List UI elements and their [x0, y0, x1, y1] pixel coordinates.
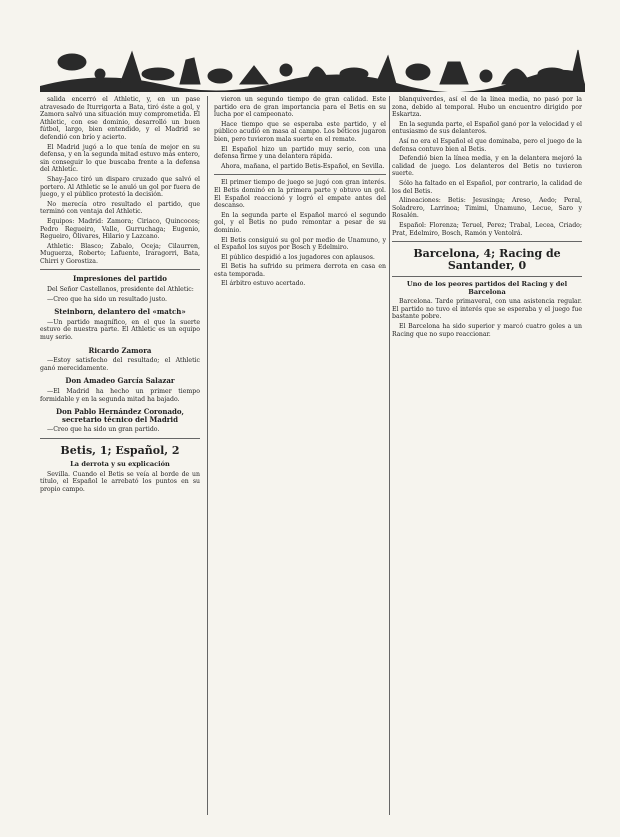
article-paragraph: Del Señor Castellanos, presidente del Athletic: — [47, 286, 194, 294]
article-paragraph: —Creo que ha sido un gran partido. — [47, 426, 160, 434]
article-paragraph: En la segunda parte, el Español ganó por la velocidad y el entusiasmo de sus delanteros. — [392, 120, 582, 136]
article-paragraph: El primer tiempo de juego se jugó con gran interés. El Betis dominó en la primera parte y obtuvo un gol. El Español reaccionó y logró el empate antes del descanso. — [214, 179, 386, 210]
article-kicker: Uno de los peores partidos del Racing y del Barcelona — [406, 280, 568, 296]
article-kicker: La derrota y su explicación — [70, 459, 170, 468]
article-paragraph: El Madrid jugó a lo que tenía de mejor en su defensa, y en la segunda mitad estuvo más entero, sin conseguir lo que buscaba frente a la defensa del Athletic. — [40, 143, 200, 174]
article-headline: Betis, 1; Español, 2 — [60, 443, 180, 457]
article-paragraph: El Betis consiguió su gol por medio de Unamuno, y el Español los suyos por Bosch y Edelmiro. — [214, 236, 386, 252]
section-subheading: Impresiones del partido — [73, 274, 167, 284]
article-paragraph: El Betis ha sufrido su primera derrota en casa en esta temporada. — [214, 263, 386, 278]
article-paragraph: —Estoy satisfecho del resultado; el Athletic ganó merecidamente. — [40, 357, 200, 372]
article-paragraph: Hace tiempo que se esperaba este partido, y el público acudió en masa al campo. Los béticos jugaron bien, pero tuvieron mala suerte en el remate. — [214, 120, 386, 143]
column-divider — [389, 96, 390, 815]
article-paragraph: vieron un segundo tiempo de gran calidad. Este partido era de gran importancia para el Betis en su lucha por el campeonato. — [214, 96, 386, 119]
section-subheading: Don Pablo Hernández Coronado, secretario técnico del Madrid — [56, 407, 184, 424]
article-paragraph: Así no era el Español el que dominaba, pero el juego de la defensa contuvo bien al Betis. — [392, 137, 582, 153]
article-paragraph: Athletic: Blasco; Zabalo, Oceja; Cilaurren, Muguerza, Roberto; Lafuente, Iraragorri, Bata, Chirri y Gorostiza. — [40, 242, 200, 265]
divider — [214, 174, 386, 175]
divider — [40, 269, 200, 270]
article-paragraph: En la segunda parte el Español marcó el segundo gol, y el Betis no pudo remontar a pesar de su dominio. — [214, 211, 386, 234]
article-paragraph: Equipos: Madrid: Zamora; Ciriaco, Quincoces; Pedro Regueiro, Valle, Gurruchaga; Eugenio, Regueiro, Olivares, Hilario y Lazcano. — [40, 217, 200, 241]
article-paragraph: Defendió bien la línea media, y en la delantera mejoró la calidad de juego. Los delanteros del Betis no tuvieron suerte. — [392, 155, 582, 178]
article-paragraph: Sólo ha faltado en el Español, por contrario, la calidad de los del Betis. — [392, 179, 582, 195]
article-paragraph: El público despidió a los jugadores con aplausos. — [221, 253, 375, 261]
column-divider — [207, 96, 208, 815]
divider — [40, 438, 200, 439]
article-paragraph: salida encerró el Athletic, y, en un pase atravesado de Iturrigorta a Bata, tiró éste a gol, y Zamora salvó una situación muy comprometida. El Athletic, con ese dominio, desarrolló un buen fútbol, largo, bien entendido, y el Madrid se defendió con brío y acierto. — [40, 96, 200, 141]
section-subheading: Don Amadeo García Salazar — [65, 376, 175, 386]
column-left — [40, 96, 200, 815]
section-subheading: Steinborn, delantero del «match» — [54, 307, 186, 317]
article-paragraph: El Barcelona ha sido superior y marcó cuatro goles a un Racing que no supo reaccionar. — [392, 323, 582, 338]
article-paragraph: Barcelona. Tarde primaveral, con una asistencia regular. El partido no tuvo el interés que se esperaba y el juego fue bastante pobre. — [392, 298, 582, 321]
article-paragraph: Español: Florenza; Teruel, Perez; Trabal, Lecea, Criado; Prat, Edelmiro, Bosch, Ramón y Ventolrá. — [392, 221, 582, 237]
divider — [392, 241, 582, 242]
article-paragraph: —Creo que ha sido un resultado justo. — [47, 295, 167, 303]
article-headline: Barcelona, 4; Racing de Santander, 0 — [413, 247, 561, 273]
article-paragraph: —Un partido magnífico, en el que la suerte estuvo de nuestra parte. El Athletic es un equipo muy serio. — [40, 318, 200, 342]
column-middle — [214, 96, 386, 815]
article-paragraph: Alineaciones: Betis: Jesusinga; Areso, Aedo; Peral, Soladrero, Larrinoa; Timimi, Unamuno, Lecue, Saro y Rosalén. — [392, 197, 582, 220]
article-paragraph: Ahora, mañana, el partido Betis-Español, en Sevilla. — [221, 162, 385, 170]
article-paragraph: El árbitro estuvo acertado. — [221, 280, 306, 288]
article-paragraph: Sevilla. Cuando el Betis se veía al borde de un título, el Español le arrebató los puntos en su propio campo. — [40, 470, 200, 493]
article-paragraph: Shay-Jaco tiró un disparo cruzado que salvó el portero. Al Athletic se le anuló un gol por fuera de juego, y el público protestó la decisión. — [40, 175, 200, 199]
article-paragraph: No merecía otro resultado el partido, que terminó con ventaja del Athletic. — [40, 200, 200, 216]
column-right — [392, 96, 582, 815]
sports-scene-illustration-icon — [40, 40, 585, 92]
article-paragraph: blanquiverdes, así el de la línea media, no pasó por la zona, debido al temporal. Hubo un encuentro dirigido por Eskartza. — [392, 96, 582, 119]
article-paragraph: —El Madrid ha hecho un primer tiempo formidable y en la segunda mitad ha bajado. — [40, 388, 200, 403]
article-paragraph: El Español hizo un partido muy serio, con una defensa firme y una delantera rápida. — [214, 145, 386, 161]
section-subheading: Ricardo Zamora — [88, 345, 152, 355]
divider — [392, 276, 582, 277]
